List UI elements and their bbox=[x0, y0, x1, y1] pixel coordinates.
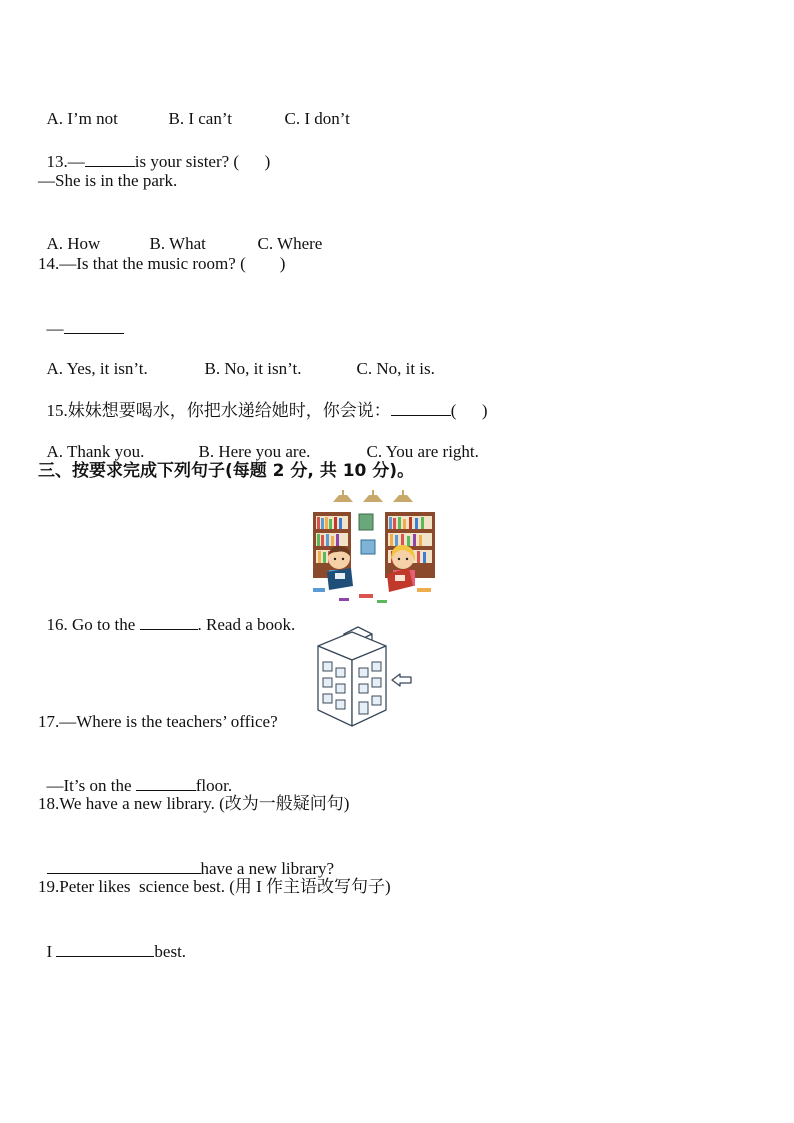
q13-option-b: B. What bbox=[149, 234, 206, 253]
q16-suffix: . Read a book. bbox=[197, 615, 296, 634]
q19-prompt: 19.Peter likes science best. (用 I 作主语改写句子) bbox=[38, 877, 391, 896]
q13-option-c: C. Where bbox=[257, 234, 323, 253]
q15-blank[interactable] bbox=[391, 399, 451, 416]
q12-option-a: A. I’m not bbox=[46, 109, 118, 128]
q19-answer-prefix: I bbox=[46, 942, 57, 961]
q15-suffix: ( ) bbox=[450, 401, 488, 420]
q15-option-b: B. Here you are. bbox=[198, 442, 311, 461]
q15-question bbox=[38, 377, 488, 422]
q14-option-a: A. Yes, it isn’t. bbox=[46, 359, 148, 378]
q17-blank[interactable] bbox=[136, 774, 196, 791]
q13-question bbox=[38, 128, 270, 173]
q17-answer-prefix: —It’s on the bbox=[46, 776, 136, 795]
q19-answer-suffix: best. bbox=[154, 942, 187, 961]
q19-answer bbox=[38, 918, 186, 963]
q18-prompt: 18.We have a new library. (改为一般疑问句) bbox=[38, 794, 350, 813]
q18-answer-suffix: have a new library? bbox=[200, 859, 335, 878]
q15-prefix: 15.妹妹想要喝水，你把水递给她时，你会说： bbox=[46, 401, 391, 420]
q13-answer: —She is in the park. bbox=[38, 171, 178, 190]
q18-answer bbox=[38, 835, 334, 880]
q15-option-a: A. Thank you. bbox=[46, 442, 145, 461]
q17-answer bbox=[38, 752, 232, 797]
q14-option-b: B. No, it isn’t. bbox=[204, 359, 302, 378]
q14-option-c: C. No, it is. bbox=[356, 359, 435, 378]
q14-blank[interactable] bbox=[64, 317, 124, 334]
q14-question: 14.—Is that the music room? ( ) bbox=[38, 254, 286, 273]
q12-option-b: B. I can’t bbox=[168, 109, 232, 128]
q15-option-c: C. You are right. bbox=[366, 442, 479, 461]
q16-blank[interactable] bbox=[140, 613, 198, 630]
q19-blank[interactable] bbox=[56, 940, 154, 957]
q16-prefix: 16. Go to the bbox=[46, 615, 140, 634]
q18-blank[interactable] bbox=[47, 857, 201, 874]
q17-answer-suffix: floor. bbox=[195, 776, 233, 795]
q14-answer bbox=[38, 295, 124, 340]
library-illustration bbox=[309, 490, 441, 608]
q14-options bbox=[38, 336, 435, 380]
school-building-illustration bbox=[314, 624, 414, 728]
q13-suffix: is your sister? ( ) bbox=[134, 152, 271, 171]
q16-question bbox=[38, 591, 295, 636]
section-3-heading: 三、按要求完成下列句子(每题 2 分, 共 10 分)。 bbox=[38, 461, 415, 481]
q14-answer-dash: — bbox=[46, 319, 64, 338]
q13-prefix: 13.— bbox=[46, 152, 85, 171]
q15-options bbox=[38, 419, 479, 463]
q13-options bbox=[38, 211, 322, 255]
q13-blank[interactable] bbox=[85, 150, 135, 167]
q12-options bbox=[38, 86, 350, 130]
q17-question: 17.—Where is the teachers’ office? bbox=[38, 712, 278, 731]
q13-option-a: A. How bbox=[46, 234, 101, 253]
q12-option-c: C. I don’t bbox=[284, 109, 350, 128]
